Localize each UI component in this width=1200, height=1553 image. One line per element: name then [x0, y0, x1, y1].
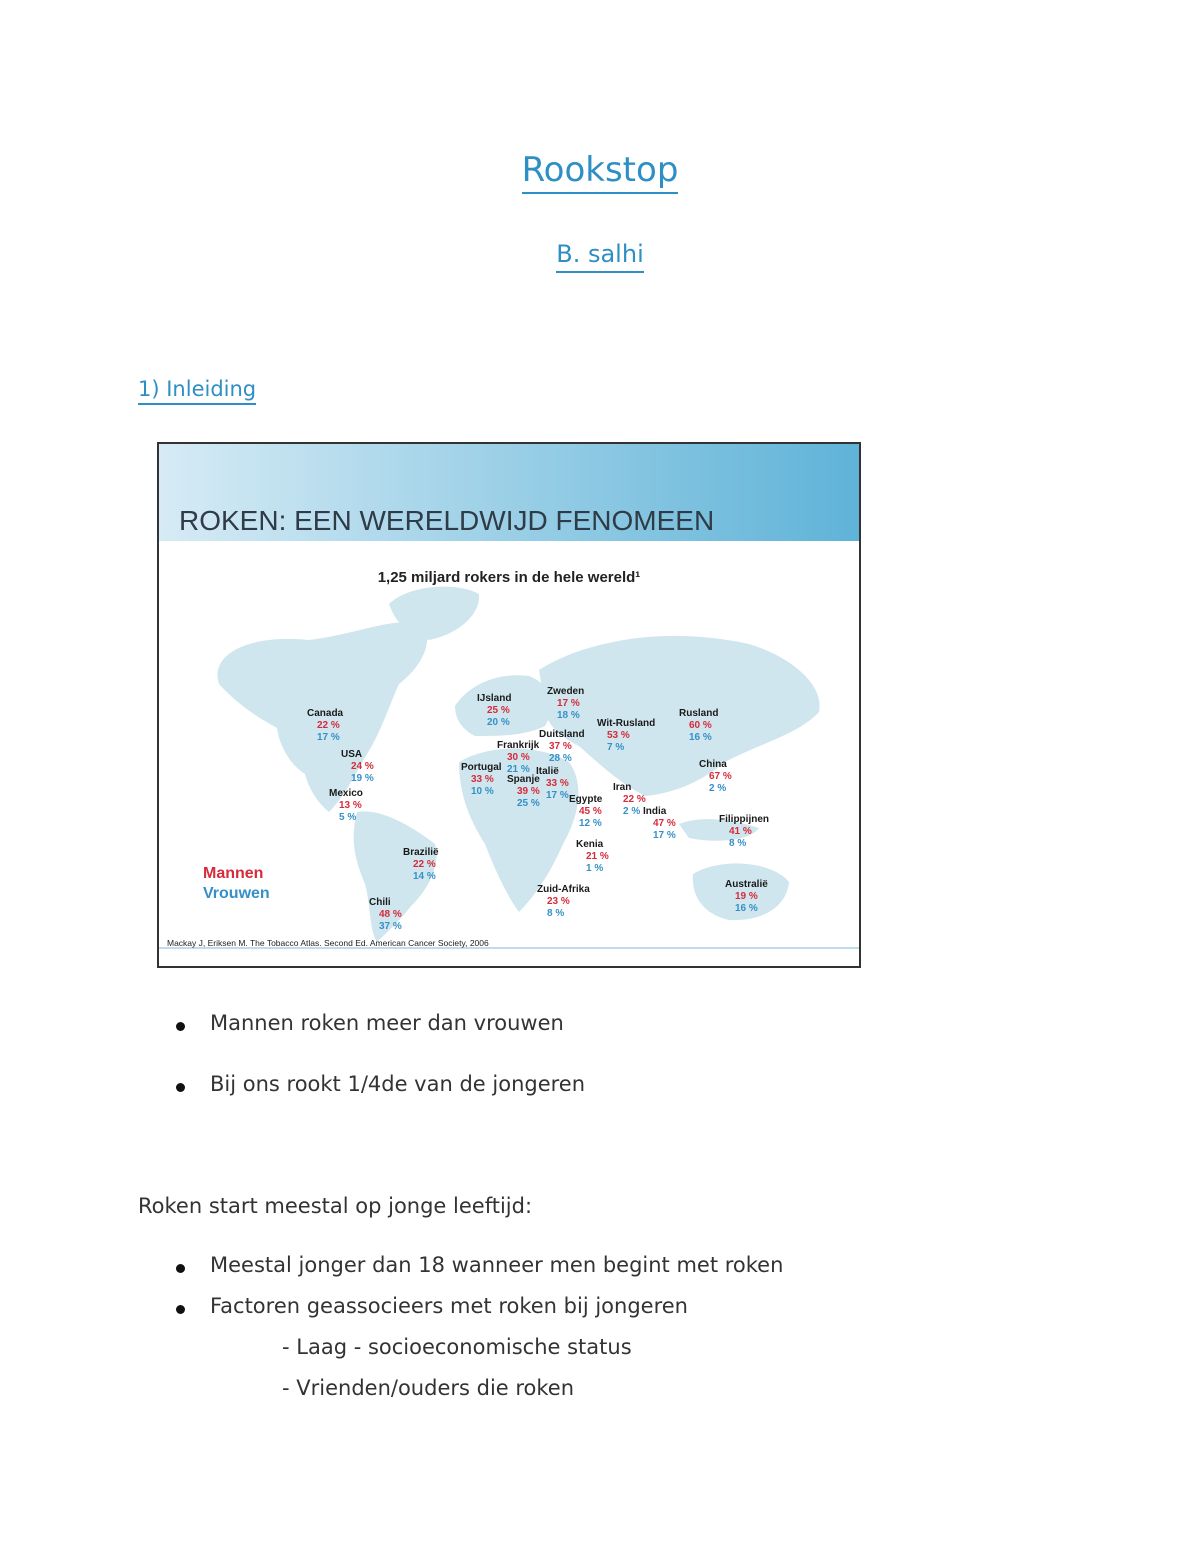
- country-name: Kenia: [576, 839, 604, 850]
- sub-list-item: - Vrienden/ouders die roken: [282, 1376, 575, 1400]
- bullet-item: Bij ons rookt 1/4de van de jongeren: [210, 1072, 586, 1096]
- slide-title: ROKEN: EEN WERELDWIJD FENOMEEN: [179, 505, 715, 536]
- country-name: India: [643, 806, 667, 817]
- country-women-rate: 20 %: [487, 717, 510, 728]
- country-men-rate: 13 %: [339, 800, 362, 811]
- country-men-rate: 33 %: [471, 774, 494, 785]
- slide-image: [157, 442, 861, 968]
- document-author-text: B. salhi: [556, 241, 643, 273]
- country-name: Spanje: [507, 774, 540, 785]
- country-name: Wit-Rusland: [597, 718, 656, 729]
- country-men-rate: 21 %: [586, 851, 609, 862]
- country-men-rate: 24 %: [351, 761, 374, 772]
- country-women-rate: 19 %: [351, 773, 374, 784]
- country-name: Iran: [613, 782, 632, 793]
- slide-svg: [159, 444, 859, 966]
- country-name: Rusland: [679, 708, 719, 719]
- country-name: Australië: [725, 879, 768, 890]
- body-paragraph: Roken start meestal op jonge leeftijd:: [138, 1194, 533, 1218]
- bullet-dot: [176, 1305, 185, 1314]
- bullet-dot: [176, 1264, 185, 1273]
- country-women-rate: 14 %: [413, 871, 436, 882]
- country-name: Egypte: [569, 794, 603, 805]
- country-men-rate: 47 %: [653, 818, 676, 829]
- country-women-rate: 5 %: [339, 812, 357, 823]
- country-men-rate: 17 %: [557, 698, 580, 709]
- country-men-rate: 48 %: [379, 909, 402, 920]
- country-men-rate: 19 %: [735, 891, 758, 902]
- country-men-rate: 45 %: [579, 806, 602, 817]
- country-men-rate: 22 %: [317, 720, 340, 731]
- country-men-rate: 23 %: [547, 896, 570, 907]
- country-name: Frankrijk: [497, 740, 540, 751]
- country-name: Mexico: [329, 788, 363, 799]
- country-men-rate: 33 %: [546, 778, 569, 789]
- country-name: Filippijnen: [719, 814, 769, 825]
- bullet-item: Mannen roken meer dan vrouwen: [210, 1011, 564, 1035]
- country-name: China: [699, 759, 727, 770]
- country-women-rate: 16 %: [735, 903, 758, 914]
- sub-list-item: - Laag - socioeconomische status: [282, 1335, 632, 1359]
- country-women-rate: 28 %: [549, 753, 572, 764]
- country-men-rate: 37 %: [549, 741, 572, 752]
- document-author: [0, 240, 1200, 273]
- country-name: Italië: [536, 766, 559, 777]
- country-women-rate: 37 %: [379, 921, 402, 932]
- country-men-rate: 30 %: [507, 752, 530, 763]
- country-men-rate: 22 %: [413, 859, 436, 870]
- country-men-rate: 41 %: [729, 826, 752, 837]
- country-men-rate: 53 %: [607, 730, 630, 741]
- country-women-rate: 16 %: [689, 732, 712, 743]
- document-title-text: Rookstop: [522, 151, 679, 194]
- country-name: Zweden: [547, 686, 585, 697]
- country-men-rate: 25 %: [487, 705, 510, 716]
- section-heading: [138, 377, 256, 405]
- country-women-rate: 10 %: [471, 786, 494, 797]
- country-women-rate: 12 %: [579, 818, 602, 829]
- country-women-rate: 7 %: [607, 742, 625, 753]
- country-women-rate: 17 %: [317, 732, 340, 743]
- bullet-item: Factoren geassocieers met roken bij jongeren: [210, 1294, 688, 1318]
- country-name: IJsland: [477, 693, 512, 704]
- bullet-dot: [176, 1083, 185, 1092]
- bullet-item: Meestal jonger dan 18 wanneer men begint met roken: [210, 1253, 784, 1277]
- country-women-rate: 8 %: [547, 908, 565, 919]
- country-name: USA: [341, 749, 363, 760]
- country-name: Canada: [307, 708, 344, 719]
- country-women-rate: 2 %: [623, 806, 641, 817]
- section-heading-text: 1) Inleiding: [138, 377, 256, 405]
- country-women-rate: 25 %: [517, 798, 540, 809]
- country-men-rate: 67 %: [709, 771, 732, 782]
- document-title: [0, 150, 1200, 194]
- legend-men: Mannen: [203, 865, 264, 882]
- country-name: Chili: [369, 897, 391, 908]
- country-women-rate: 1 %: [586, 863, 604, 874]
- country-name: Duitsland: [539, 729, 585, 740]
- bullet-dot: [176, 1022, 185, 1031]
- country-women-rate: 8 %: [729, 838, 747, 849]
- country-men-rate: 60 %: [689, 720, 712, 731]
- country-men-rate: 39 %: [517, 786, 540, 797]
- country-women-rate: 21 %: [507, 764, 530, 775]
- country-name: Zuid-Afrika: [537, 884, 590, 895]
- country-women-rate: 17 %: [653, 830, 676, 841]
- country-name: Portugal: [461, 762, 502, 773]
- country-women-rate: 18 %: [557, 710, 580, 721]
- country-women-rate: 2 %: [709, 783, 727, 794]
- slide-subtitle: 1,25 miljard rokers in de hele wereld¹: [377, 569, 641, 586]
- country-women-rate: 17 %: [546, 790, 569, 801]
- country-name: Brazilië: [403, 847, 439, 858]
- slide-source: Mackay J, Eriksen M. The Tobacco Atlas. Second Ed. American Cancer Society, 2006: [167, 938, 489, 948]
- country-men-rate: 22 %: [623, 794, 646, 805]
- legend-women: Vrouwen: [203, 885, 270, 902]
